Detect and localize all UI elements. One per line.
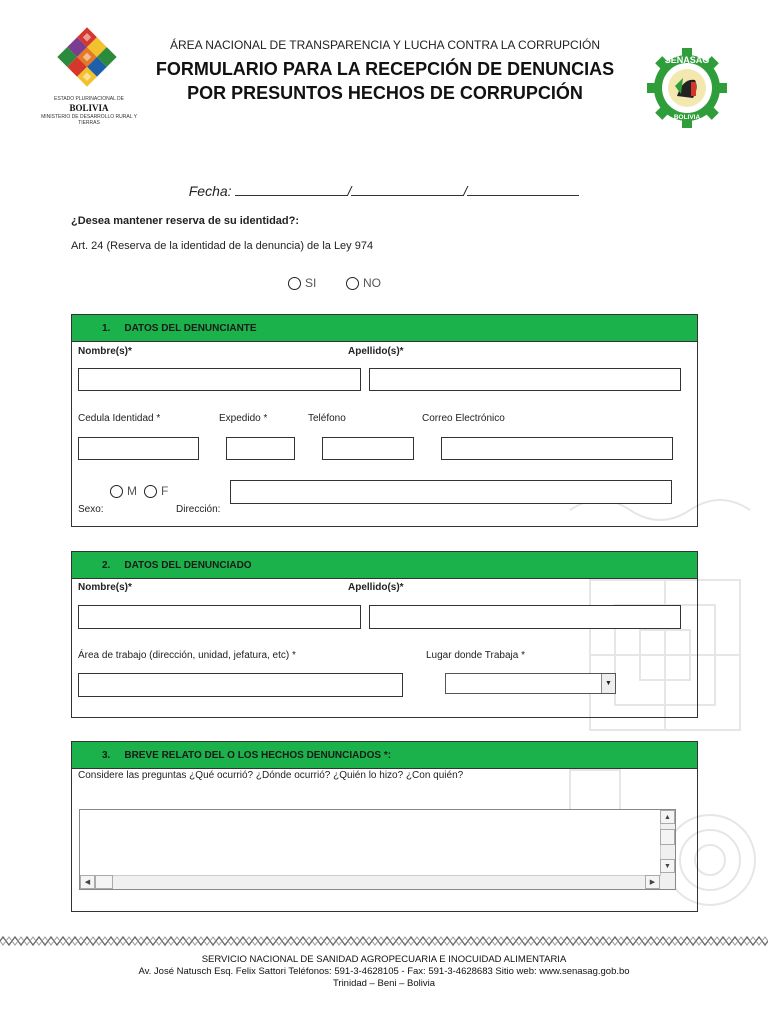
reserva-article: Art. 24 (Reserva de la identidad de la denuncia) de la Ley 974: [71, 240, 374, 252]
s1-cedula-label: Cedula Identidad *: [78, 413, 161, 424]
reserva-question: ¿Desea mantener reserva de su identidad?:: [71, 215, 300, 227]
page-title: [140, 57, 630, 105]
radio-no-label: NO: [363, 276, 381, 290]
s1-expedido-input[interactable]: [226, 437, 295, 460]
sexo-option-m[interactable]: [110, 484, 137, 498]
section3-title: BREVE RELATO DEL O LOS HECHOS DENUNCIADOS *:: [124, 749, 392, 761]
s1-correo-label: Correo Electrónico: [422, 413, 505, 424]
radio-f-label: F: [161, 484, 169, 498]
footer-decorative-band: [0, 934, 768, 948]
logo-right-bottom-text: BOLIVIA: [673, 114, 701, 121]
s2-lugar-label: Lugar donde Trabaja *: [426, 650, 525, 661]
bolivia-ministry-logo: [30, 22, 150, 126]
radio-no[interactable]: [346, 277, 359, 290]
scroll-thumb-vertical[interactable]: [660, 829, 675, 845]
s1-direccion-label: Dirección:: [176, 504, 221, 515]
s2-area-input[interactable]: [78, 673, 403, 697]
fecha-year-field[interactable]: [467, 182, 579, 196]
section-relato: [71, 741, 698, 912]
radio-m[interactable]: [110, 485, 123, 498]
scroll-thumb-horizontal[interactable]: [95, 875, 113, 889]
section-denunciante: [71, 314, 698, 527]
section3-number: 3.: [102, 749, 111, 761]
scroll-right-icon[interactable]: ▶: [645, 875, 660, 889]
radio-m-label: M: [127, 484, 137, 498]
logo-left-line2: BOLIVIA: [69, 103, 109, 113]
s2-apellido-label: Apellido(s)*: [348, 582, 404, 593]
s1-telefono-input[interactable]: [322, 437, 414, 460]
radio-si[interactable]: [288, 277, 301, 290]
footer-line3: Trinidad – Beni – Bolivia: [332, 978, 436, 989]
senasag-logo: [647, 48, 727, 128]
s3-hint: Considere las preguntas ¿Qué ocurrió? ¿Dónde ocurrió? ¿Quién lo hizo? ¿Con quién?: [78, 770, 464, 781]
s1-apellido-input[interactable]: [369, 368, 681, 391]
s2-nombre-label: Nombre(s)*: [78, 582, 132, 593]
s2-apellido-input[interactable]: [369, 605, 681, 629]
section1-number: 1.: [102, 322, 111, 334]
section2-header: [72, 552, 697, 579]
s1-sexo-label: Sexo:: [78, 504, 104, 515]
horizontal-scrollbar[interactable]: [80, 875, 661, 889]
footer-line1: SERVICIO NACIONAL DE SANIDAD AGROPECUARIA E INOCUIDAD ALIMENTARIA: [201, 954, 567, 965]
fecha-separator-2: /: [463, 183, 468, 199]
section2-number: 2.: [102, 559, 111, 571]
radio-si-label: SI: [305, 276, 317, 290]
title-line1: FORMULARIO PARA LA RECEPCIÓN DE DENUNCIAS: [155, 59, 615, 79]
chevron-down-icon[interactable]: ▼: [601, 674, 615, 693]
s1-direccion-input[interactable]: [230, 480, 672, 504]
footer-line2: Av. José Natusch Esq. Felix Sattori Teléfonos: 591-3-4628105 - Fax: 591-3-4628683 Sitio web: www.senasag.gob.bo: [138, 966, 630, 977]
section1-title: DATOS DEL DENUNCIANTE: [124, 322, 257, 334]
scroll-down-icon[interactable]: ▼: [660, 859, 675, 873]
logo-left-line3: MINISTERIO DE DESARROLLO RURAL Y TIERRAS: [41, 114, 137, 126]
s3-relato-textarea[interactable]: [79, 809, 676, 890]
section-denunciado: [71, 551, 698, 718]
section1-header: [72, 315, 697, 342]
radio-f[interactable]: [144, 485, 157, 498]
logo-left-line1: ESTADO PLURINACIONAL DE: [53, 96, 124, 102]
s1-cedula-input[interactable]: [78, 437, 199, 460]
s1-telefono-label: Teléfono: [308, 413, 346, 424]
fecha-label: Fecha:: [188, 183, 232, 199]
s1-correo-input[interactable]: [441, 437, 673, 460]
header-subtitle: ÁREA NACIONAL DE TRANSPARENCIA Y LUCHA CONTRA LA CORRUPCIÓN: [169, 38, 601, 52]
section3-header: [72, 742, 697, 769]
reserva-option-no[interactable]: [346, 276, 381, 290]
title-line2: POR PRESUNTOS HECHOS DE CORRUPCIÓN: [187, 83, 583, 103]
logo-right-top-text: SENASAG: [664, 55, 710, 65]
s1-expedido-label: Expedido *: [219, 413, 268, 424]
s2-lugar-select[interactable]: [445, 673, 616, 694]
fecha-separator-1: /: [347, 183, 352, 199]
s1-nombre-input[interactable]: [78, 368, 361, 391]
section2-title: DATOS DEL DENUNCIADO: [124, 559, 252, 571]
s1-apellido-label: Apellido(s)*: [348, 346, 404, 357]
fecha-day-field[interactable]: [235, 182, 347, 196]
vertical-scrollbar[interactable]: [660, 810, 675, 889]
fecha-month-field[interactable]: [351, 182, 463, 196]
fecha-row: [0, 182, 768, 199]
s2-area-label: Área de trabajo (dirección, unidad, jefatura, etc) *: [78, 650, 296, 661]
s1-nombre-label: Nombre(s)*: [78, 346, 132, 357]
bolivia-mosaic-emblem: [52, 22, 122, 92]
s2-nombre-input[interactable]: [78, 605, 361, 629]
scroll-left-icon[interactable]: ◀: [80, 875, 95, 889]
sexo-option-f[interactable]: [144, 484, 168, 498]
scroll-up-icon[interactable]: ▲: [660, 810, 675, 824]
reserva-option-si[interactable]: [288, 276, 316, 290]
